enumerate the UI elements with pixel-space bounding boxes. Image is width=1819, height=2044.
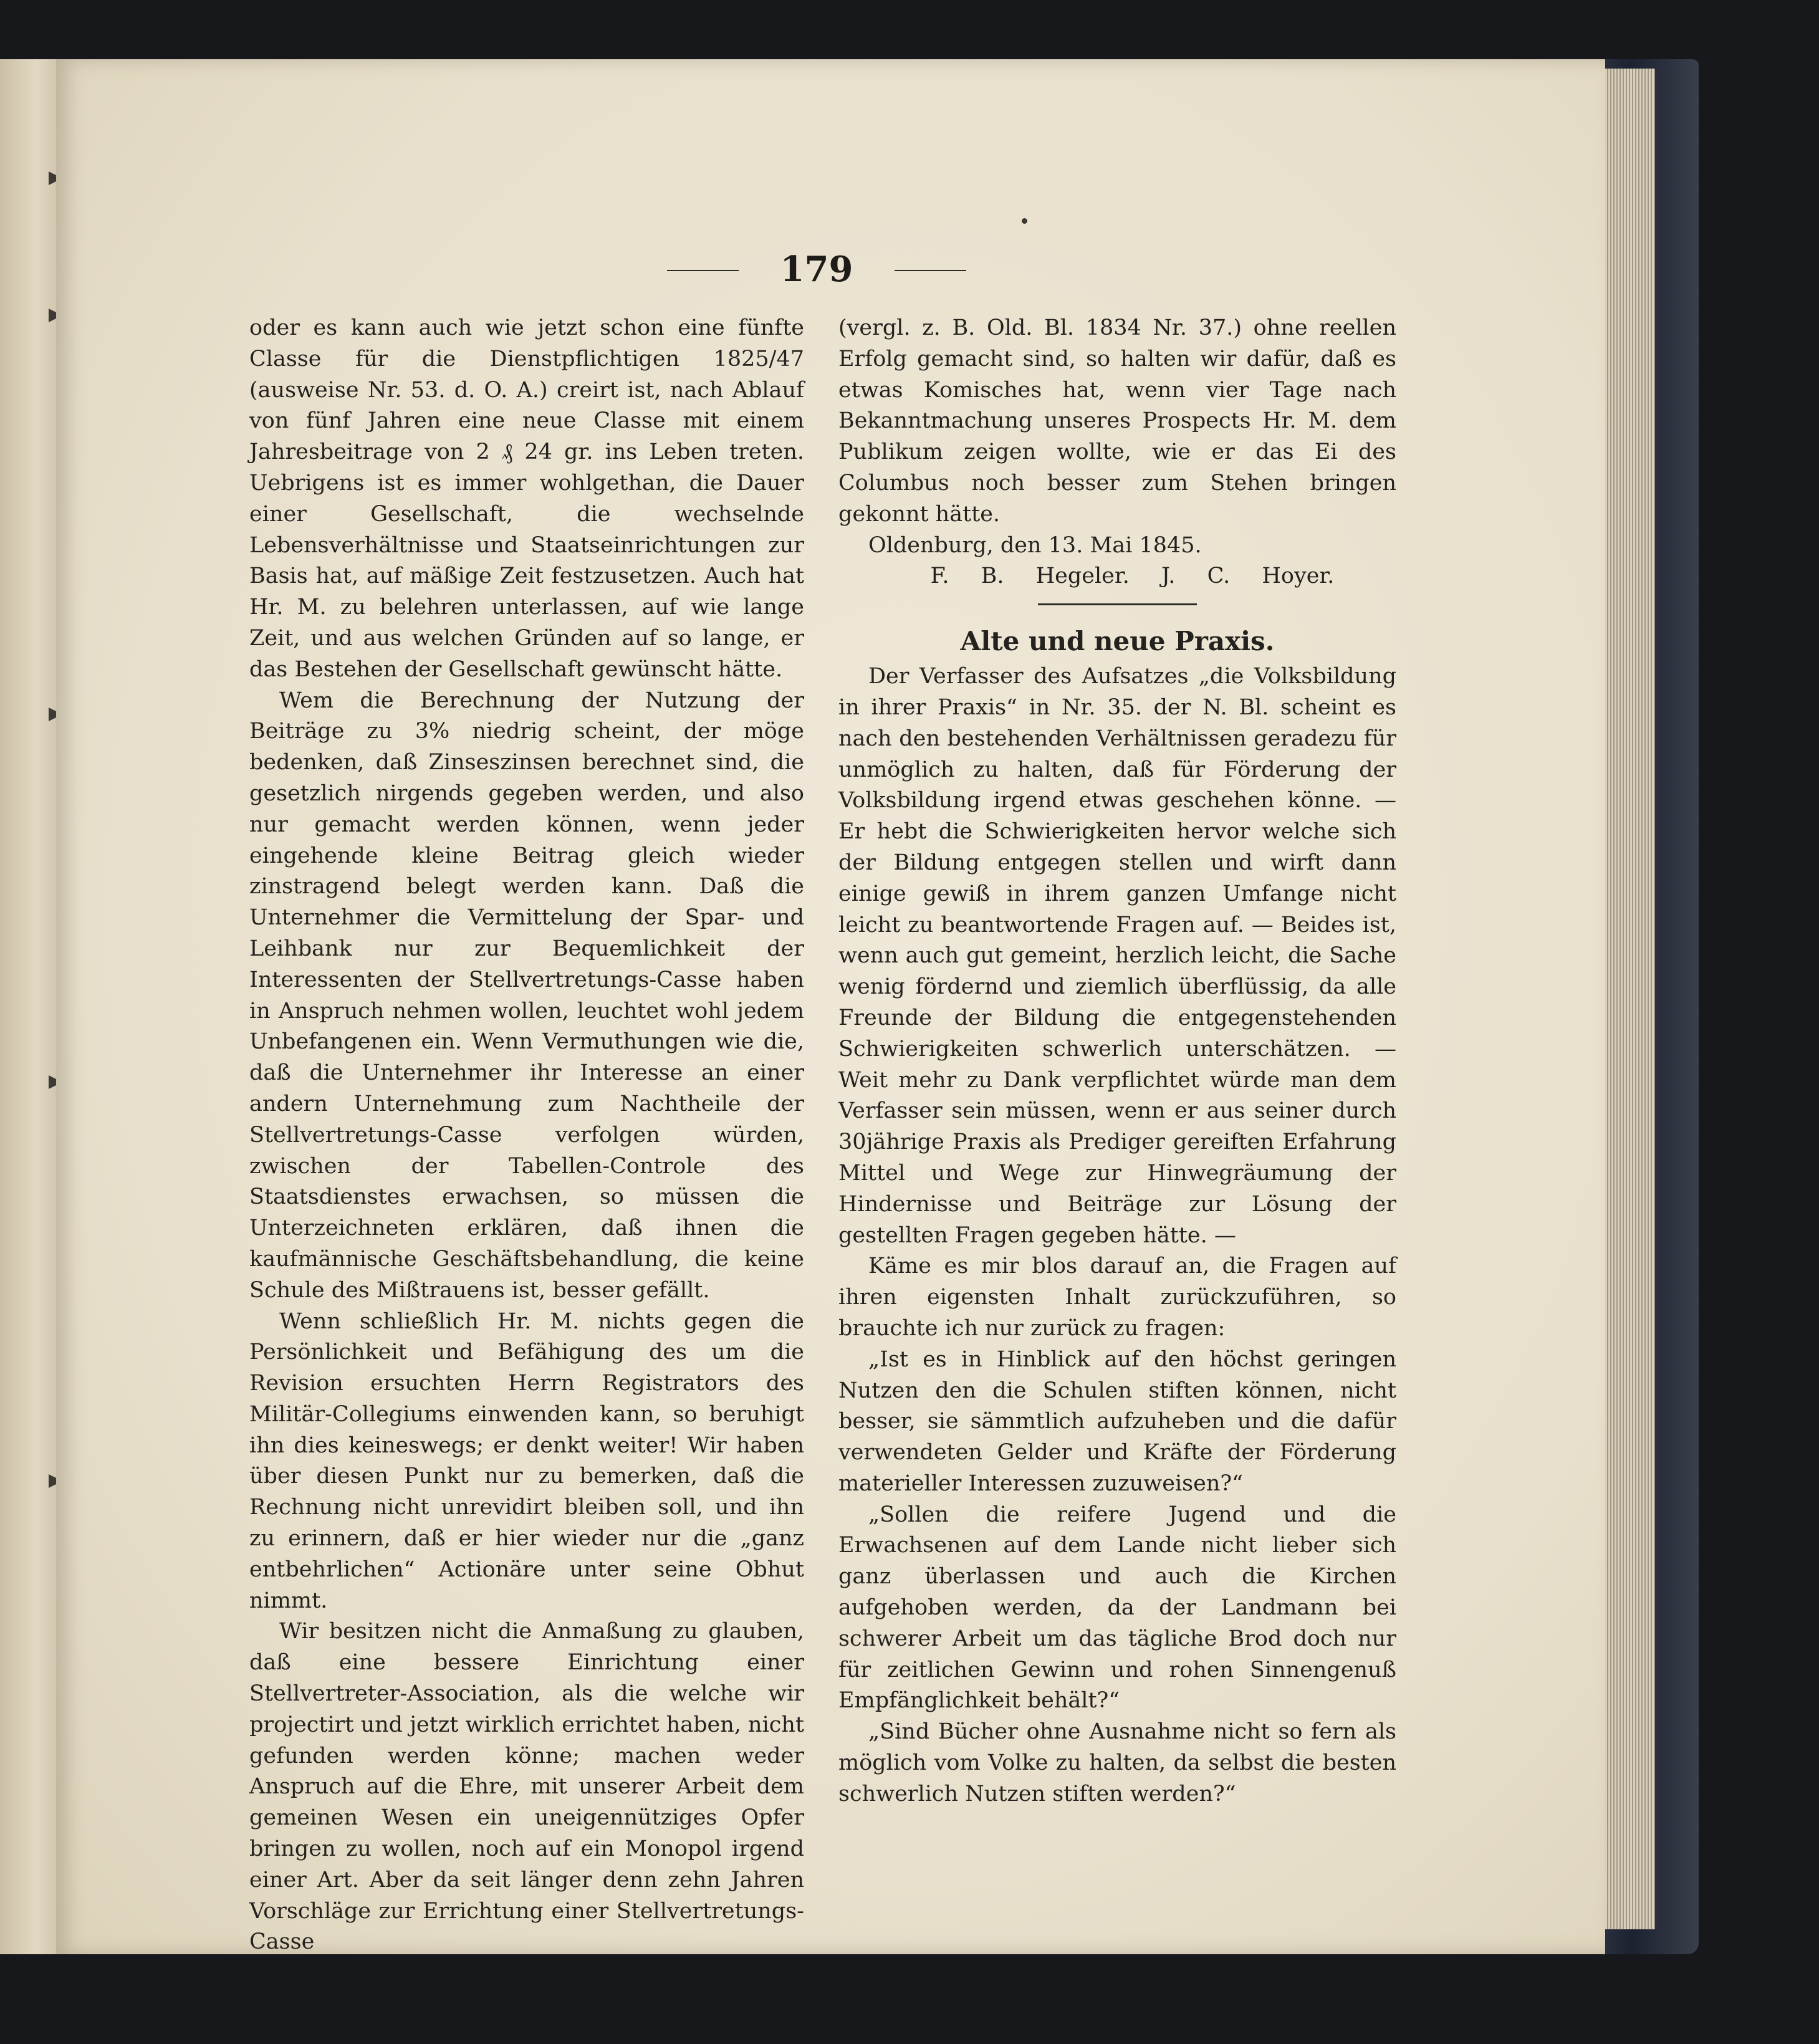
previous-page-edge — [0, 59, 60, 1954]
quoted-question: „Sollen die reifere Jugend und die Erwachsenen auf dem Lande nicht lieber sich ganz überlassen und auch die Kirchen aufgehoben werden, da der Landmann bei schwerer Arbeit um das tägliche Brod doch nur für zeitlichen Gewinn und rohen Sinnengenuß Empfänglichkeit behält?“ — [838, 1502, 1396, 1714]
page-number: 179 — [780, 249, 853, 290]
paragraph: oder es kann auch wie jetzt schon eine fünfte Classe für die Dienstpflichtigen 1825/47 (ausweise Nr. 53. d. O. A.) creirt ist, nach Ablauf von fünf Jahren eine neue Classe mit einem Jahresbeitrage von 2 ₰ 24 gr. ins Leben treten. Uebrigens ist es immer wohlgethan, die Dauer einer Gesellschaft, die wechselnde Lebensverhältnisse und Staatseinrichtungen zur Basis hat, auf mäßige Zeit festzusetzen. Auch hat Hr. M. zu belehren unterlassen, auf wie lange Zeit, und aus welchen Gründen auf so lange, er das Bestehen der Gesellschaft gewünscht hätte. — [249, 315, 804, 682]
paragraph: Käme es mir blos darauf an, die Fragen auf ihren eigensten Inhalt zurückzuführen, so brauchte ich nur zurück zu fragen: — [838, 1254, 1396, 1341]
right-column — [838, 313, 1396, 1810]
section-divider — [1038, 603, 1197, 605]
ink-dot — [1022, 218, 1027, 224]
quoted-question: „Ist es in Hinblick auf den höchst geringen Nutzen den die Schulen stiften können, nicht besser, sie sämmtlich aufzuheben und die dafür verwendeten Gelder und Kräfte der Förderung materieller Interessen zuzuweisen?“ — [838, 1346, 1396, 1496]
header-rule-right — [895, 270, 966, 271]
left-column — [249, 313, 804, 1958]
paragraph: Wir besitzen nicht die Anmaßung zu glauben, daß eine bessere Einrichtung einer Stellvertreter-Association, als die welche wir projectirt und jetzt wirklich errichtet haben, nicht gefunden werden könne; machen weder Anspruch auf die Ehre, mit unserer Arbeit dem gemeinen Wesen ein uneigennütziges Opfer bringen zu wollen, noch auf ein Monopol irgend einer Art. Aber da seit länger denn zehn Jahren Vorschläge zur Errichtung einer Stellvertretungs-Casse — [249, 1619, 804, 1955]
signatures: F. B. Hegeler. J. C. Hoyer. — [930, 564, 1335, 589]
paragraph: (vergl. z. B. Old. Bl. 1834 Nr. 37.) ohne reellen Erfolg gemacht sind, so halten wir dafür, daß es etwas Komisches hat, wenn vier Tage nach Bekanntmachung unseres Prospects Hr. M. dem Publikum zeigen wollte, wie er das Ei des Columbus noch besser zum Stehen bringen gekonnt hätte. — [838, 315, 1396, 527]
article-title: Alte und neue Praxis. — [960, 626, 1275, 657]
paragraph: Wenn schließlich Hr. M. nichts gegen die Persönlichkeit und Befähigung des um die Revision ersuchten Herrn Registrators des Militär-Collegiums einwenden kann, so beruhigt ihn dies keineswegs; er denkt weiter! Wir haben über diesen Punkt nur zu bemerken, daß die Rechnung nicht unrevidirt bleiben soll, und ihn zu erinnern, daß er hier wieder nur die „ganz entbehrlichen“ Actionäre unter seine Obhut nimmt. — [249, 1308, 804, 1613]
place-date: Oldenburg, den 13. Mai 1845. — [868, 532, 1202, 558]
quoted-question: „Sind Bücher ohne Ausnahme nicht so fern als möglich vom Volke zu halten, da selbst die besten schwerlich Nutzen stiften werden?“ — [838, 1719, 1396, 1806]
page-header — [667, 249, 966, 290]
paragraph: Wem die Berechnung der Nutzung der Beiträge zu 3% niedrig scheint, der möge bedenken, daß Zinseszinsen berechnet sind, die gesetzlich nirgends gegeben werden, und also nur gemacht werden können, wenn jeder eingehende kleine Beitrag gleich wieder zinstragend belegt werden kann. Daß die Unternehmer die Vermittelung der Spar- und Leihbank nur zur Bequemlichkeit der Interessenten der Stellvertretungs-Casse haben in Anspruch nehmen wollen, leuchtet wohl jedem Unbefangenen ein. Wenn Vermuthungen wie die, daß die Unternehmer ihr Interesse an einer andern Unternehmung zum Nachtheile der Stellvertretungs-Casse verfolgen würden, zwischen der Tabellen-Controle des Staatsdienstes erwachsen, so müssen die Unterzeichneten erklären, daß ihnen die kaufmännische Geschäftsbehandlung, die keine Schule des Mißtrauens ist, besser gefällt. — [249, 688, 804, 1303]
paragraph: Der Verfasser des Aufsatzes „die Volksbildung in ihrer Praxis“ in Nr. 35. der N. Bl. scheint es nach den bestehenden Verhältnissen geradezu für unmöglich zu halten, daß für Förderung der Volksbildung irgend etwas geschehen könne. — Er hebt die Schwierigkeiten hervor welche sich der Bildung entgegen stellen und wirft dann einige gewiß in ihrem ganzen Umfange nicht leicht zu beantwortende Fragen auf. — Beides ist, wenn auch gut gemeint, herzlich leicht, die Sache wenig fördernd und ziemlich überflüssig, da alle Freunde der Bildung die entgegenstehenden Schwierigkeiten schwerlich unterschätzen. — Weit mehr zu Dank verpflichtet würde man dem Verfasser sein müssen, wenn er aus seiner durch 30jährige Praxis als Prediger gereiften Erfahrung Mittel und Wege zur Hinwegräumung der Hindernisse und Beiträge zur Lösung der gestellten Fragen gegeben hätte. — — [838, 664, 1396, 1248]
